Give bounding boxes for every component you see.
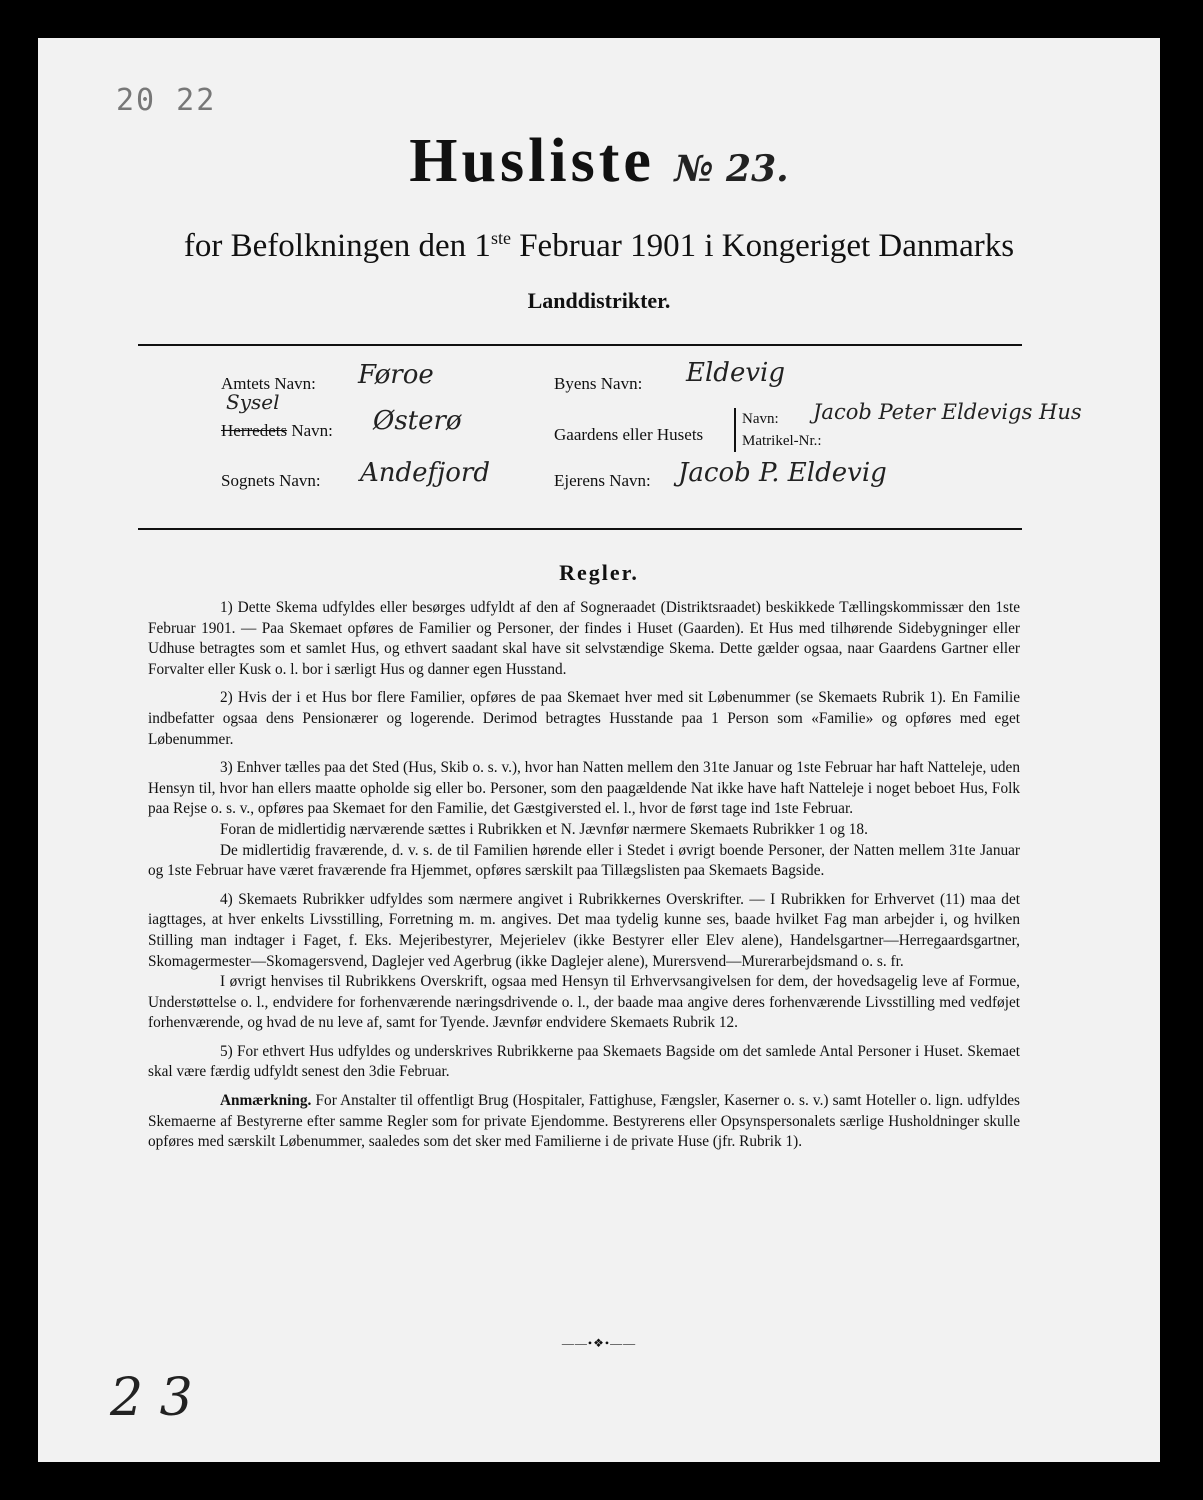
anmaerkning-text: For Anstalter til offentligt Brug (Hospitaler, Fattighuse, Fængsler, Kaserner o. s. v.) samt Hoteller o. lign. udfyldes Skemaerne af Bestyrerne efter samme Regler som for private Ejendomme. Bestyrerens eller Opsynspersonalets særlige Husholdninger skulle opføres med særskilt Løbenummer, saaledes som det sker med Familierne i de private Huse (jfr. Rubrik 1).: [148, 1092, 1020, 1151]
ejer-label: Ejerens Navn:: [554, 471, 651, 490]
rule-2: 2) Hvis der i et Hus bor flere Familier, opføres de paa Skemaet hver med sit Løbenummer (se Skemaets Rubrik 1). En Familie indbefatter ogsaa dens Pensionærer og logerende. Derimod betragtes Husstande paa 1 Person som «Familie» og opføres med eget Løbenummer.: [148, 689, 1020, 748]
herred-value: Østerø: [373, 406, 462, 436]
matrikel-label: Matrikel-Nr.:: [742, 433, 822, 449]
herred-correction: Sysel: [226, 390, 280, 414]
gaard-label: Gaardens eller Husets: [554, 425, 704, 444]
subtitle-post: Februar 1901 i Kongeriget Danmarks: [510, 228, 1015, 264]
title-number: № 23.: [674, 148, 789, 190]
regler-body: [148, 598, 1020, 1153]
byens-label: Byens Navn:: [554, 374, 643, 393]
gaard-brace: [734, 408, 822, 452]
ornament-divider: ——•❖•——: [561, 1336, 637, 1350]
subtitle-sup: ste: [490, 228, 511, 248]
gaard-navn-value: Jacob Peter Eldevigs Hus: [813, 400, 1082, 424]
census-form-page: [38, 38, 1160, 1462]
byens-value: Eldevig: [686, 358, 785, 388]
anmaerkning-label: Anmærkning.: [220, 1092, 312, 1110]
herred-label-rest: Navn:: [287, 421, 333, 440]
form-subtitle: [38, 228, 1160, 265]
divider-bottom: [138, 528, 1022, 530]
rule-3-fravaerende: De midlertidig fraværende, d. v. s. de til Familien hørende eller i Stedet i øvrigt boende Personer, der Natten mellem 31te Januar og 1ste Februar have været fraværende fra Hjemmet, opføres særskilt paa Tillægslisten paa Skemaets Bagside.: [148, 841, 1020, 880]
bottom-page-number: 2 3: [110, 1368, 193, 1428]
herred-label-struck: Herredets: [221, 421, 288, 440]
archive-page-number: 20 22: [116, 83, 217, 118]
divider-top: [138, 344, 1022, 346]
rule-4: 4) Skemaets Rubrikker udfyldes som nærmere angivet i Rubrikkernes Overskrifter. — I Rubrikken for Erhvervet (11) maa det iagttages, at hver enkelts Livsstilling, Forretning m. m. angives. Det maa tydelig kunne ses, baade hvilket Fag man arbejder i, og hvilken Stilling man indtager i Faget, f. Eks. Mejeribestyrer, Mejerielev (ikke Bestyrer eller Elev alene), Handelsgartner—Herregaardsgartner, Skomagermester—Skomagersvend, Daglejer ved Agerbrug (ikke Daglejer alene), Murersvend—Murerarbejdsmand o. s. fr.: [148, 890, 1020, 970]
amt-label: Amtets Navn:: [221, 374, 316, 393]
anmaerkning: [148, 1091, 1020, 1153]
rule-3-foran: Foran de midlertidig nærværende sættes i Rubrikken et N. Jævnfør nærmere Skemaets Rubrikker 1 og 18.: [220, 820, 868, 838]
ejer-value: Jacob P. Eldevig: [678, 458, 887, 488]
sogn-label: Sognets Navn:: [221, 471, 321, 490]
gaard-navn-label: Navn:: [742, 411, 779, 427]
regler-title: Regler.: [559, 560, 639, 585]
subtitle-pre: for Befolkningen den 1: [183, 228, 491, 264]
rule-4-continued: I øvrigt henvises til Rubrikkens Overskrift, ogsaa med Hensyn til Erhvervsangivelsen for dem, der hovedsagelig leve af Formue, Understøttelse o. l., endvidere for forhenværende næringsdrivende o. l., der baade maa angive deres forhenværende Livsstilling med vedføjet forhenværende, og hvad de nu leve af, samt for Tyende. Jævnfør endvidere Skemaets Rubrik 12.: [148, 973, 1020, 1032]
form-subtitle-district: Landdistrikter.: [527, 288, 671, 313]
amt-value: Føroe: [358, 360, 434, 390]
title-main: Husliste: [409, 127, 655, 195]
herred-label: [221, 421, 333, 441]
sogn-value: Andefjord: [360, 458, 490, 488]
rule-3: 3) Enhver tælles paa det Sted (Hus, Skib o. s. v.), hvor han Natten mellem den 31te Januar og 1ste Februar har haft Natteleje, uden Hensyn til, hvor han ellers maatte opholde sig eller bo. Personer, som den paagældende Nat ikke have haft Natteleje i noget beboet Hus, Folk paa Rejse o. s. v., opføres paa Skemaet for den Familie, det Gæstgiversted el. l., hvor de først tage ind 1ste Februar.: [148, 759, 1020, 818]
rule-1: 1) Dette Skema udfyldes eller besørges udfyldt af den af Sogneraadet (Distriktsraadet) beskikkede Tællingskommissær den 1ste Februar 1901. — Paa Skemaet opføres de Familier og Personer, der findes i Huset (Gaarden). Et Hus med tilhørende Sidebygninger eller Udhuse betragtes som et samlet Hus, og ethvert saadant skal have sit selvstændige Skema. Dette gælder ogsaa, naar Gaardens Gartner eller Forvalter eller Kusk o. l. bor i særligt Hus og danner egen Husstand.: [148, 599, 1020, 678]
form-title: [38, 126, 1160, 197]
rule-5: 5) For ethvert Hus udfyldes og underskrives Rubrikkerne paa Skemaets Bagside om det samlede Antal Personer i Huset. Skemaet skal være færdig udfyldt senest den 3die Februar.: [148, 1042, 1020, 1081]
